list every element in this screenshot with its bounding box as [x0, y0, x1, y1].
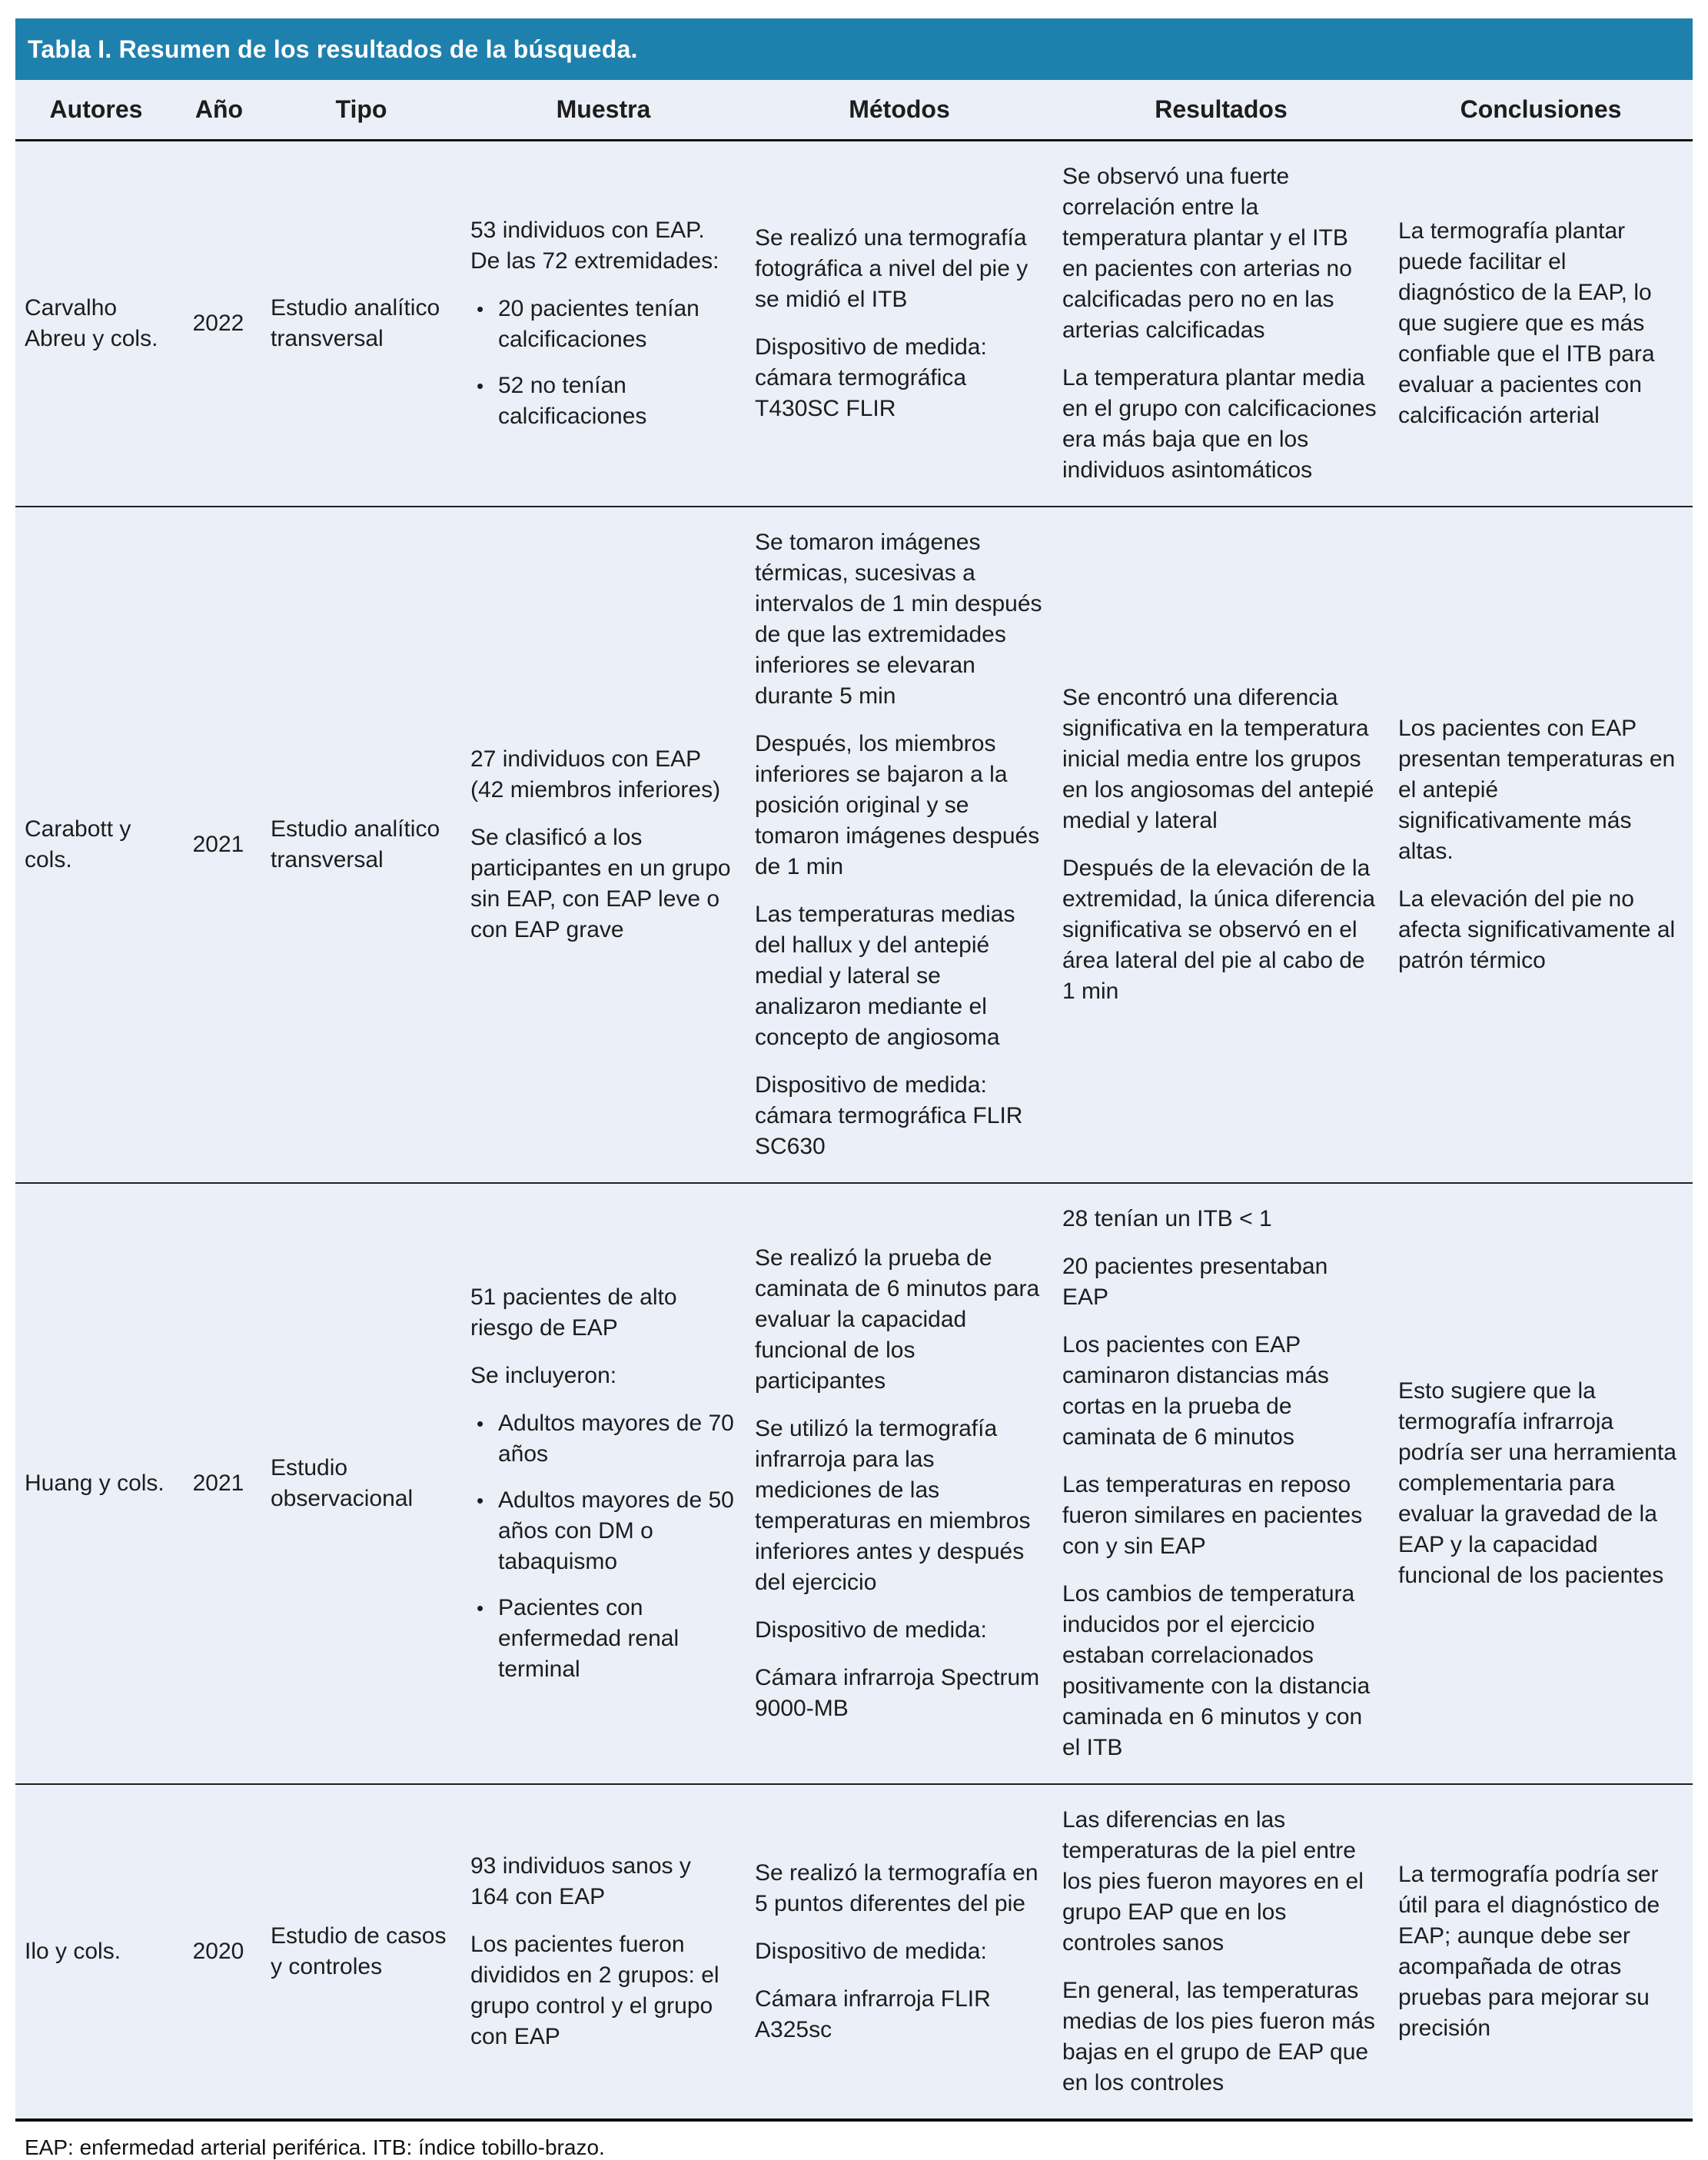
table-header [15, 80, 1693, 140]
paragraph: 20 pacientes presentaban EAP [1062, 1253, 1328, 1310]
paragraph: 53 individuos con EAP. De las 72 extremidades: [470, 217, 719, 274]
paragraph: Se observó una fuerte correlación entre la temperatura plantar y el ITB en pacientes con arterias no calcificadas pero no en las arterias calcificadas [1062, 163, 1352, 343]
paragraph: Las diferencias en las temperaturas de la piel entre los pies fueron mayores en el grupo EAP que en los controles sanos [1062, 1806, 1364, 1956]
paragraph: Los cambios de temperatura inducidos por el ejercicio estaban correlacionados positivamente con la distancia caminada en 6 minutos y con el ITB [1062, 1580, 1371, 1760]
paragraph: Dispositivo de medida: [755, 1938, 987, 1964]
paragraph: Se incluyeron: [470, 1362, 617, 1388]
cell-anio [177, 140, 261, 507]
cell-resultados [1053, 140, 1389, 507]
cell-metodos [746, 1784, 1053, 2120]
paragraph: Los pacientes con EAP caminaron distancias más cortas en la prueba de caminata de 6 minutos [1062, 1331, 1329, 1450]
cell-tipo [261, 1784, 461, 2120]
paragraph: Cámara infrarroja Spectrum 9000-MB [755, 1664, 1040, 1721]
paragraph: 27 individuos con EAP (42 miembros inferiores) [470, 746, 721, 803]
paragraph: Se realizó la prueba de caminata de 6 minutos para evaluar la capacidad funcional de los participantes [755, 1244, 1040, 1394]
bullet-list [470, 1408, 735, 1685]
cell-metodos [746, 507, 1053, 1183]
cell-conclusiones [1389, 1784, 1693, 2120]
paragraph: La termografía podría ser útil para el diagnóstico de EAP; aunque debe ser acompañada de otras pruebas para mejorar su precisión [1398, 1861, 1660, 2041]
paragraph: Los pacientes fueron divididos en 2 grupos: el grupo control y el grupo con EAP [470, 1931, 719, 2049]
study-row [15, 507, 1693, 1183]
cell-tipo [261, 507, 461, 1183]
cell-muestra [461, 507, 746, 1183]
paragraph: La termografía plantar puede facilitar el diagnóstico de la EAP, lo que sugiere que es más confiable que el ITB para evaluar a pacientes con calcificación arterial [1398, 218, 1655, 428]
paragraph: 2021 [192, 831, 244, 857]
bullet-item: • Adultos mayores de 70 años [498, 1408, 735, 1470]
cell-anio [177, 1784, 261, 2120]
paragraph: 51 pacientes de alto riesgo de EAP [470, 1284, 677, 1341]
paragraph: Estudio observacional [271, 1454, 414, 1511]
cell-resultados [1053, 507, 1389, 1183]
cell-conclusiones [1389, 507, 1693, 1183]
paragraph: Se utilizó la termografía infrarroja para las mediciones de las temperaturas en miembros inferiores antes y después del ejercicio [755, 1415, 1031, 1595]
paragraph: Esto sugiere que la termografía infrarroja podría ser una herramienta complementaria para evaluar la gravedad de la EAP y la capacidad funcional de los pacientes [1398, 1377, 1676, 1588]
cell-anio [177, 1183, 261, 1784]
paragraph: Se realizó la termografía en 5 puntos diferentes del pie [755, 1859, 1038, 1916]
study-row [15, 1784, 1693, 2120]
bullet-item: • Pacientes con enfermedad renal terminal [498, 1593, 735, 1685]
cell-autores [15, 140, 177, 507]
column-header-row [15, 80, 1693, 140]
cell-muestra [461, 1784, 746, 2120]
paragraph: Se clasificó a los participantes en un grupo sin EAP, con EAP leve o con EAP grave [470, 824, 731, 942]
bullet-item: • 20 pacientes tenían calcificaciones [498, 294, 735, 355]
paragraph: Las temperaturas medias del hallux y del antepié medial y lateral se analizaron mediante el concepto de angiosoma [755, 901, 1015, 1050]
paragraph: Los pacientes con EAP presentan temperaturas en el antepié significativamente más altas. [1398, 715, 1676, 864]
table-footnote: EAP: enfermedad arterial periférica. ITB: índice tobillo-brazo. [15, 2122, 1693, 2160]
column-header-autores: Autores [15, 80, 177, 140]
paragraph: La elevación del pie no afecta significativamente al patrón térmico [1398, 886, 1676, 973]
paragraph: Dispositivo de medida: cámara termográfica T430SC FLIR [755, 334, 987, 421]
cell-anio [177, 507, 261, 1183]
column-header-resultados: Resultados [1053, 80, 1389, 140]
cell-resultados [1053, 1183, 1389, 1784]
cell-metodos [746, 140, 1053, 507]
cell-tipo [261, 1183, 461, 1784]
paragraph: 2020 [192, 1938, 244, 1964]
column-header-conclusiones: Conclusiones [1389, 80, 1693, 140]
bullet-item: • 52 no tenían calcificaciones [498, 371, 735, 432]
paragraph: Ilo y cols. [25, 1938, 121, 1964]
paragraph: En general, las temperaturas medias de los pies fueron más bajas en el grupo de EAP que en los controles [1062, 1977, 1375, 2095]
column-header-tipo: Tipo [261, 80, 461, 140]
study-row [15, 1183, 1693, 1784]
results-summary-table [15, 80, 1693, 2122]
paragraph: Dispositivo de medida: [755, 1617, 987, 1643]
cell-autores [15, 1183, 177, 1784]
cell-muestra [461, 140, 746, 507]
table-title: Tabla I. Resumen de los resultados de la búsqueda. [28, 35, 638, 63]
column-header-metodos: Métodos [746, 80, 1053, 140]
paragraph: Se realizó una termografía fotográfica a nivel del pie y se midió el ITB [755, 224, 1028, 312]
paragraph: 93 individuos sanos y 164 con EAP [470, 1853, 691, 1909]
paragraph: Estudio analítico transversal [271, 816, 440, 872]
paragraph: Estudio de casos y controles [271, 1922, 447, 1979]
bullet-item: • Adultos mayores de 50 años con DM o tabaquismo [498, 1485, 735, 1577]
paragraph: Estudio analítico transversal [271, 294, 440, 351]
cell-muestra [461, 1183, 746, 1784]
paragraph: 2022 [192, 310, 244, 336]
bullet-list [470, 294, 735, 432]
cell-metodos [746, 1183, 1053, 1784]
paragraph: Carabott y cols. [25, 816, 131, 872]
paragraph: Se tomaron imágenes térmicas, sucesivas a intervalos de 1 min después de que las extremidades inferiores se elevaran durante 5 min [755, 529, 1042, 709]
table-title-bar [15, 18, 1693, 80]
table-body [15, 140, 1693, 2120]
cell-resultados [1053, 1784, 1389, 2120]
paragraph: Después de la elevación de la extremidad, la única diferencia significativa se observó en el área lateral del pie al cabo de 1 min [1062, 855, 1375, 1004]
cell-conclusiones [1389, 140, 1693, 507]
column-header-muestra: Muestra [461, 80, 746, 140]
paragraph: La temperatura plantar media en el grupo con calcificaciones era más baja que en los individuos asintomáticos [1062, 364, 1377, 483]
paragraph: 2021 [192, 1470, 244, 1496]
paragraph: Carvalho Abreu y cols. [25, 294, 158, 351]
paragraph: Después, los miembros inferiores se bajaron a la posición original y se tomaron imágenes después de 1 min [755, 730, 1040, 879]
cell-autores [15, 1784, 177, 2120]
paragraph: Cámara infrarroja FLIR A325sc [755, 1986, 991, 2042]
paragraph: Huang y cols. [25, 1470, 164, 1496]
paragraph: Se encontró una diferencia significativa en la temperatura inicial media entre los grupos en los angiosomas del antepié medial y lateral [1062, 684, 1374, 833]
paragraph: 28 tenían un ITB < 1 [1062, 1205, 1272, 1231]
column-header-ano: Año [177, 80, 261, 140]
study-row [15, 140, 1693, 507]
paragraph: Las temperaturas en reposo fueron similares en pacientes con y sin EAP [1062, 1471, 1363, 1559]
paragraph: Dispositivo de medida: cámara termográfica FLIR SC630 [755, 1072, 1023, 1159]
cell-tipo [261, 140, 461, 507]
cell-autores [15, 507, 177, 1183]
cell-conclusiones [1389, 1183, 1693, 1784]
